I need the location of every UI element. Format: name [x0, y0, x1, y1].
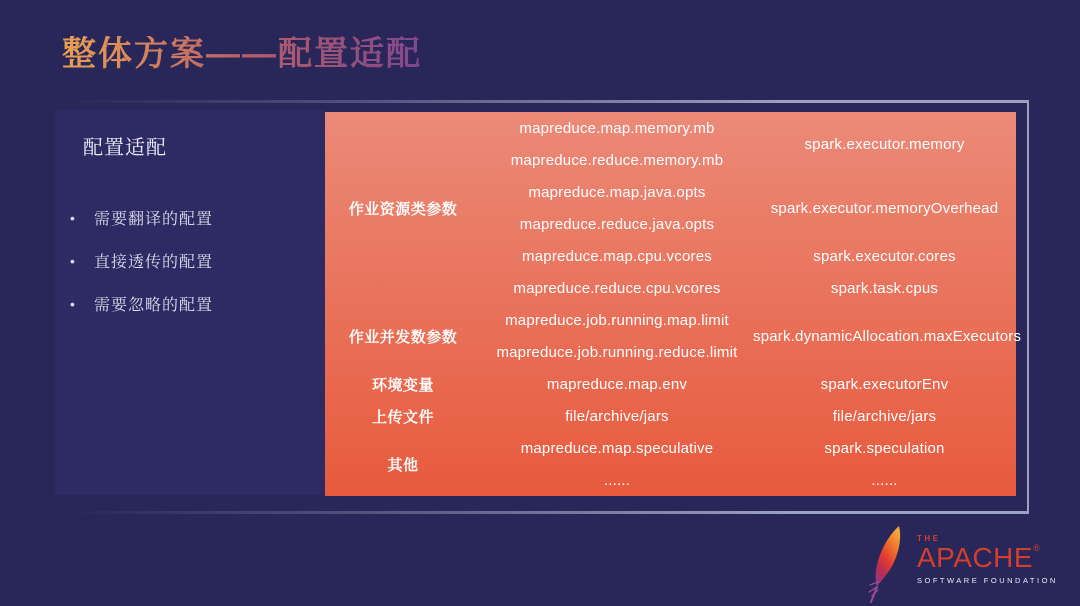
sidebar-bullet-label: 直接透传的配置	[94, 254, 214, 271]
mapreduce-config-cell	[481, 112, 753, 176]
mapping-row	[481, 112, 1016, 176]
mapreduce-config: mapreduce.reduce.cpu.vcores	[513, 279, 721, 297]
spark-config-cell	[753, 400, 1016, 432]
mapreduce-config-cell	[481, 304, 753, 368]
apache-logo-text	[917, 524, 1058, 585]
table-group	[325, 368, 1016, 400]
spark-config: spark.executor.memoryOverhead	[770, 199, 999, 217]
mapping-row	[481, 368, 1016, 400]
mapreduce-config: mapreduce.job.running.map.limit	[505, 311, 729, 329]
mapping-row	[481, 400, 1016, 432]
spark-config: spark.dynamicAllocation.maxExecutors	[753, 327, 1022, 345]
group-rows	[481, 400, 1016, 432]
decor-frame-bottom	[65, 511, 1029, 514]
group-rows	[481, 304, 1021, 368]
bullet-dot-icon: •	[70, 252, 76, 269]
sidebar-bullet-item	[70, 239, 310, 282]
mapreduce-config-cell	[481, 400, 753, 432]
decor-frame-top	[65, 100, 1029, 103]
logo-registered-mark: ®	[1033, 543, 1040, 553]
bullet-dot-icon: •	[70, 295, 76, 312]
mapreduce-config-cell	[481, 368, 753, 400]
category-label: 其他	[387, 456, 419, 474]
mapping-row	[481, 272, 1016, 304]
mapreduce-config: ......	[603, 471, 631, 489]
bullet-dot-icon: •	[70, 209, 76, 226]
sidebar-bullet-label: 需要忽略的配置	[94, 297, 214, 314]
spark-config: ......	[871, 471, 898, 489]
group-rows	[481, 368, 1016, 400]
mapping-row	[481, 240, 1016, 272]
spark-config-cell	[753, 368, 1016, 400]
apache-logo	[866, 524, 1058, 604]
mapreduce-config-cell	[481, 272, 753, 304]
spark-config-cell	[753, 272, 1016, 304]
table-group	[325, 400, 1016, 432]
category-label: 作业并发数参数	[348, 328, 458, 346]
table-group	[325, 432, 1016, 496]
sidebar-bullet-item	[70, 282, 310, 325]
spark-config: spark.task.cpus	[830, 279, 939, 297]
sidebar-bullet-label: 需要翻译的配置	[94, 211, 214, 228]
mapreduce-config: file/archive/jars	[565, 407, 669, 425]
apache-feather-icon	[866, 524, 912, 604]
spark-config-cell	[753, 240, 1016, 272]
sidebar-bullet-list	[70, 196, 310, 325]
mapreduce-config: mapreduce.reduce.memory.mb	[510, 151, 724, 169]
mapping-row	[481, 176, 1016, 240]
spark-config-cell	[753, 464, 1016, 496]
mapreduce-config: mapreduce.map.speculative	[520, 439, 714, 457]
logo-the-text: THE	[917, 534, 941, 543]
spark-config-cell	[753, 304, 1021, 368]
config-mapping-table	[325, 112, 1022, 496]
mapreduce-config-cell	[481, 176, 753, 240]
group-rows	[481, 112, 1016, 304]
spark-config: spark.executor.cores	[813, 247, 956, 265]
mapreduce-config-cell	[481, 240, 753, 272]
page-title: 整体方案——配置适配	[62, 35, 422, 73]
mapreduce-config: mapreduce.job.running.reduce.limit	[496, 343, 738, 361]
mapreduce-config: mapreduce.map.cpu.vcores	[522, 247, 712, 265]
logo-name-row	[917, 544, 1058, 572]
mapreduce-config: mapreduce.reduce.java.opts	[519, 215, 715, 233]
mapreduce-config: mapreduce.map.java.opts	[528, 183, 706, 201]
sidebar-heading: 配置适配	[83, 137, 167, 159]
table-group	[325, 304, 1022, 368]
spark-config-cell	[753, 112, 1016, 176]
logo-apache-text: APACHE	[917, 542, 1034, 573]
mapping-row	[481, 464, 1016, 496]
logo-subtitle-text: SOFTWARE FOUNDATION	[917, 576, 1058, 585]
mapping-row	[481, 304, 1021, 368]
mapreduce-config: mapreduce.map.env	[546, 375, 688, 393]
mapreduce-config-cell	[481, 432, 753, 464]
mapreduce-config-cell	[481, 464, 753, 496]
spark-config: spark.speculation	[824, 439, 945, 457]
category-label: 环境变量	[371, 376, 434, 394]
sidebar	[55, 110, 325, 495]
spark-config: file/archive/jars	[832, 407, 937, 425]
spark-config: spark.executor.memory	[804, 135, 965, 153]
decor-frame-right	[1027, 100, 1030, 513]
category-label: 上传文件	[371, 408, 434, 426]
group-rows	[481, 432, 1016, 496]
category-label: 作业资源类参数	[348, 200, 458, 218]
spark-config: spark.executorEnv	[820, 375, 949, 393]
spark-config-cell	[753, 176, 1016, 240]
spark-config-cell	[753, 432, 1016, 464]
mapreduce-config: mapreduce.map.memory.mb	[519, 119, 715, 137]
sidebar-bullet-item	[70, 196, 310, 239]
table-group	[325, 112, 1016, 304]
mapping-row	[481, 432, 1016, 464]
